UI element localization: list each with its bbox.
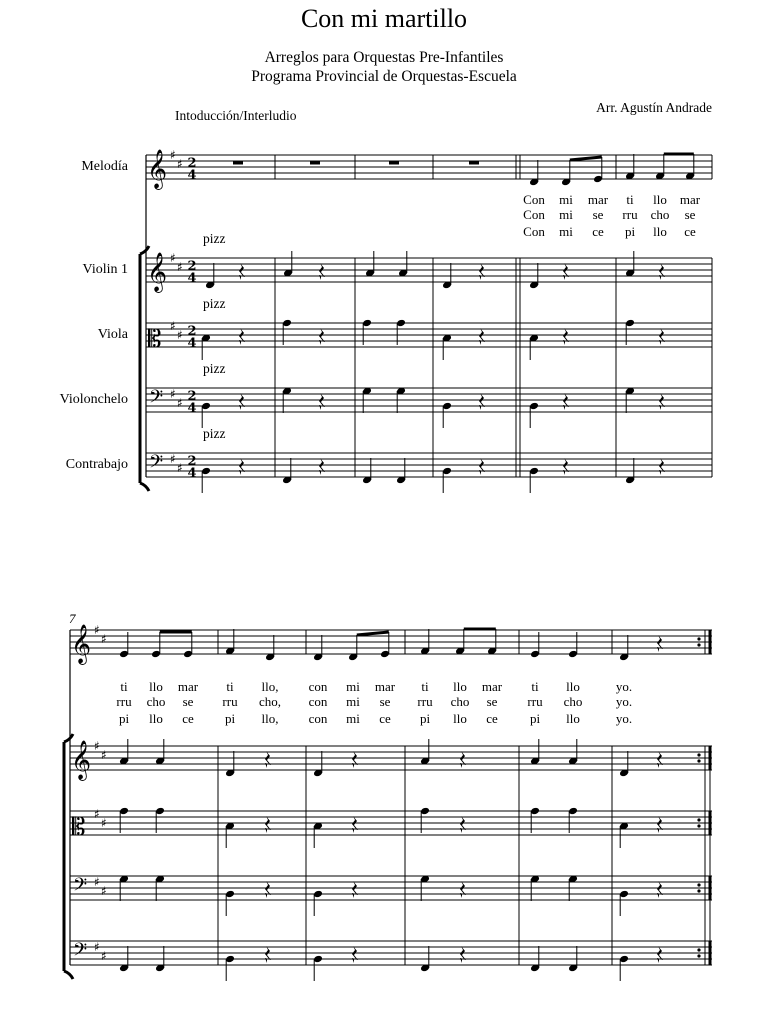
lyric-syllable: ti: [421, 679, 429, 694]
sharp-icon: ♯: [170, 387, 176, 401]
quarter-rest: [479, 458, 485, 475]
bass-clef-icon: 𝄢: [73, 940, 88, 965]
repeat-dot: [697, 753, 700, 756]
sharp-icon: ♯: [177, 461, 183, 475]
sharp-icon: ♯: [170, 251, 176, 265]
repeat-dot: [697, 948, 700, 951]
quarter-rest: [265, 751, 271, 768]
lyric-syllable: ce: [379, 711, 391, 726]
lyric-syllable: ti: [626, 192, 634, 207]
sharp-icon: ♯: [94, 739, 100, 753]
repeat-dot: [697, 824, 700, 827]
lyric-syllable: llo: [149, 711, 163, 726]
quarter-rest: [657, 816, 663, 833]
lyric-syllable: ti: [120, 679, 128, 694]
quarter-rest: [657, 635, 663, 652]
sharp-icon: ♯: [177, 396, 183, 410]
lyric-syllable: con: [308, 694, 328, 709]
quarter-rest: [319, 263, 325, 280]
quarter-rest: [659, 263, 665, 280]
quarter-rest: [319, 458, 325, 475]
time-signature-top: 2: [187, 259, 197, 274]
lyric-syllable: llo: [653, 224, 667, 239]
quarter-rest: [352, 751, 358, 768]
lyric-syllable: pi: [224, 711, 236, 726]
quarter-rest: [479, 393, 485, 410]
lyric-syllable: rru: [116, 694, 132, 709]
sharp-icon: ♯: [101, 816, 107, 830]
quarter-rest: [563, 458, 569, 475]
quarter-rest: [265, 946, 271, 963]
time-signature-bottom: 4: [187, 168, 197, 183]
repeat-dot: [697, 883, 700, 886]
quarter-rest: [659, 458, 665, 475]
time-signature-top: 2: [187, 389, 197, 404]
quarter-rest: [239, 458, 245, 475]
time-signature-bottom: 4: [187, 336, 197, 351]
treble-clef-icon: 𝄞: [71, 740, 92, 780]
quarter-rest: [657, 946, 663, 963]
lyric-syllable: mi: [346, 694, 360, 709]
time-signature-top: 2: [187, 324, 197, 339]
bass-clef-icon: 𝄢: [149, 452, 164, 477]
pizz-marking-viola: pizz: [203, 296, 226, 311]
lyric-syllable: mi: [346, 679, 360, 694]
instrument-label-cello: Violonchelo: [59, 392, 128, 407]
lyric-syllable: llo: [453, 711, 467, 726]
pizz-marking-violin: pizz: [203, 231, 226, 246]
lyric-syllable: cho: [650, 207, 670, 222]
whole-rest: [389, 161, 399, 165]
quarter-rest: [479, 328, 485, 345]
lyric-syllable: ce: [486, 711, 498, 726]
lyric-syllable: mi: [346, 711, 360, 726]
sharp-icon: ♯: [94, 875, 100, 889]
quarter-rest: [479, 263, 485, 280]
instrument-label-melody: Melodía: [81, 159, 128, 174]
instrument-label-viola: Viola: [97, 327, 128, 342]
quarter-rest: [319, 393, 325, 410]
treble-clef-icon: 𝄞: [147, 149, 168, 189]
alto-clef-icon: 𝄡: [72, 813, 86, 841]
quarter-rest: [563, 328, 569, 345]
quarter-rest: [460, 946, 466, 963]
quarter-rest: [352, 816, 358, 833]
lyric-syllable: ce: [684, 224, 696, 239]
lyric-syllable: se: [379, 694, 391, 709]
lyric-syllable: pi: [529, 711, 541, 726]
lyric-syllable: mi: [559, 192, 573, 207]
sharp-icon: ♯: [170, 452, 176, 466]
quarter-rest: [563, 263, 569, 280]
time-signature-top: 2: [187, 156, 197, 171]
lyric-syllable: llo,: [261, 711, 279, 726]
beam: [570, 157, 602, 160]
instrument-label-bass: Contrabajo: [65, 457, 128, 472]
lyric-syllable: yo.: [615, 711, 633, 726]
quarter-rest: [352, 881, 358, 898]
whole-rest: [469, 161, 479, 165]
sharp-icon: ♯: [177, 157, 183, 171]
lyric-syllable: llo,: [261, 679, 279, 694]
instrument-label-violin: Violin 1: [82, 262, 128, 277]
quarter-rest: [659, 393, 665, 410]
lyric-syllable: yo.: [615, 694, 633, 709]
sharp-icon: ♯: [94, 807, 100, 821]
quarter-rest: [352, 946, 358, 963]
quarter-rest: [265, 816, 271, 833]
sharp-icon: ♯: [170, 319, 176, 333]
lyric-syllable: mar: [374, 679, 396, 694]
bass-clef-icon: 𝄢: [73, 875, 88, 900]
lyric-syllable: Con: [523, 224, 545, 239]
treble-clef-icon: 𝄞: [147, 252, 168, 292]
time-signature-bottom: 4: [187, 271, 197, 286]
lyric-syllable: ti: [531, 679, 539, 694]
lyric-syllable: ti: [226, 679, 234, 694]
quarter-rest: [460, 881, 466, 898]
sharp-icon: ♯: [94, 623, 100, 637]
lyric-syllable: cho: [146, 694, 166, 709]
sharp-icon: ♯: [177, 328, 183, 342]
quarter-rest: [239, 393, 245, 410]
pizz-marking-cello: pizz: [203, 361, 226, 376]
lyric-syllable: se: [182, 694, 194, 709]
repeat-dot: [697, 954, 700, 957]
lyric-syllable: rru: [222, 694, 238, 709]
lyric-syllable: llo: [566, 679, 580, 694]
repeat-dot: [697, 889, 700, 892]
pizz-marking-bass: pizz: [203, 426, 226, 441]
lyric-syllable: llo: [149, 679, 163, 694]
lyric-syllable: mi: [559, 224, 573, 239]
lyric-syllable: mar: [177, 679, 199, 694]
lyric-syllable: cho: [563, 694, 583, 709]
quarter-rest: [657, 881, 663, 898]
alto-clef-icon: 𝄡: [148, 325, 162, 353]
sharp-icon: ♯: [101, 632, 107, 646]
time-signature-bottom: 4: [187, 466, 197, 481]
whole-rest: [233, 161, 243, 165]
repeat-dot: [697, 759, 700, 762]
quarter-rest: [460, 751, 466, 768]
sharp-icon: ♯: [94, 940, 100, 954]
subtitle-line-2: Programa Provincial de Orquestas-Escuela: [251, 68, 517, 85]
arranger-credit: Arr. Agustín Andrade: [596, 100, 712, 115]
bass-clef-icon: 𝄢: [149, 387, 164, 412]
lyric-syllable: se: [684, 207, 696, 222]
lyric-syllable: llo: [566, 711, 580, 726]
lyric-syllable: con: [308, 679, 328, 694]
section-label: Intoducción/Interludio: [175, 108, 297, 123]
lyric-syllable: mar: [587, 192, 609, 207]
lyric-syllable: ce: [182, 711, 194, 726]
lyric-syllable: pi: [624, 224, 636, 239]
quarter-rest: [460, 816, 466, 833]
lyric-syllable: se: [592, 207, 604, 222]
lyric-syllable: Con: [523, 207, 545, 222]
sharp-icon: ♯: [101, 748, 107, 762]
lyric-syllable: llo: [453, 679, 467, 694]
lyric-syllable: se: [486, 694, 498, 709]
repeat-dot: [697, 637, 700, 640]
subtitle-line-1: Arreglos para Orquestas Pre-Infantiles: [264, 49, 504, 66]
measure-number: 7: [69, 611, 76, 626]
quarter-rest: [657, 751, 663, 768]
sharp-icon: ♯: [101, 884, 107, 898]
sharp-icon: ♯: [101, 949, 107, 963]
sharp-icon: ♯: [170, 148, 176, 162]
lyric-syllable: llo: [653, 192, 667, 207]
lyric-syllable: cho: [450, 694, 470, 709]
lyric-syllable: con: [308, 711, 328, 726]
lyric-syllable: Con: [523, 192, 545, 207]
sharp-icon: ♯: [177, 260, 183, 274]
repeat-dot: [697, 643, 700, 646]
whole-rest: [310, 161, 320, 165]
beam: [357, 632, 389, 635]
lyric-syllable: mar: [679, 192, 701, 207]
lyric-syllable: pi: [118, 711, 130, 726]
quarter-rest: [265, 881, 271, 898]
lyric-syllable: mi: [559, 207, 573, 222]
lyric-syllable: rru: [527, 694, 543, 709]
repeat-dot: [697, 818, 700, 821]
lyric-syllable: rru: [417, 694, 433, 709]
time-signature-bottom: 4: [187, 401, 197, 416]
score-title: Con mi martillo: [300, 4, 468, 33]
quarter-rest: [239, 328, 245, 345]
time-signature-top: 2: [187, 454, 197, 469]
lyric-syllable: ce: [592, 224, 604, 239]
quarter-rest: [319, 328, 325, 345]
lyric-syllable: rru: [622, 207, 638, 222]
lyric-syllable: pi: [419, 711, 431, 726]
lyric-syllable: yo.: [615, 679, 633, 694]
lyric-syllable: mar: [481, 679, 503, 694]
lyric-syllable: cho,: [258, 694, 282, 709]
quarter-rest: [239, 263, 245, 280]
treble-clef-icon: 𝄞: [71, 624, 92, 664]
quarter-rest: [563, 393, 569, 410]
quarter-rest: [659, 328, 665, 345]
